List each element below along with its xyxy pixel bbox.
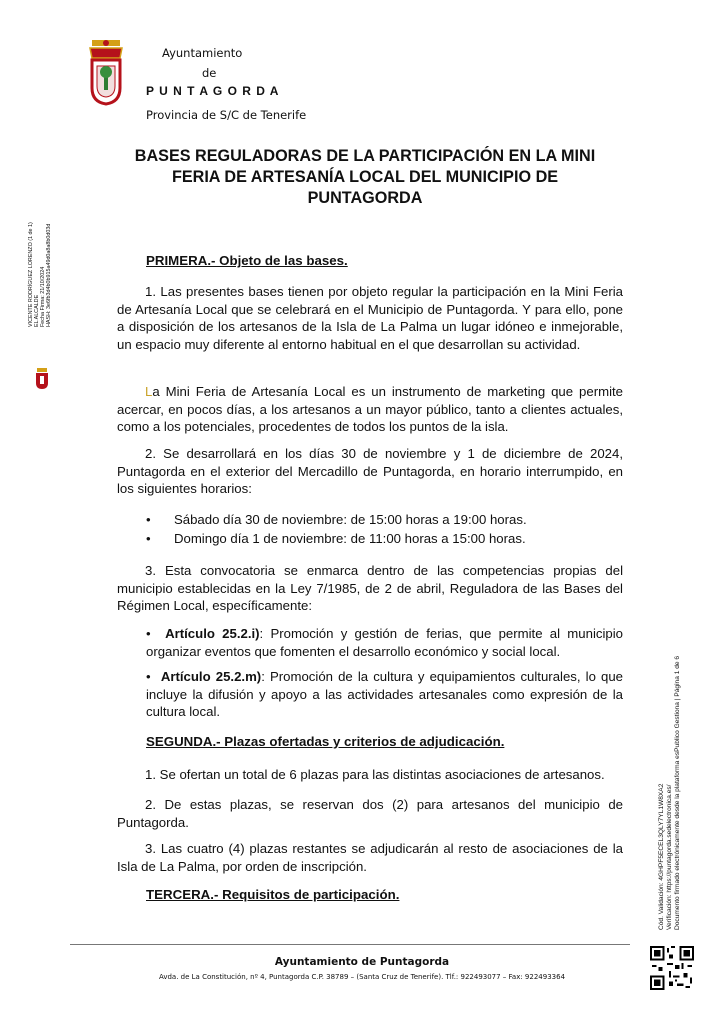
paragraph-marketing-text: a Mini Feria de Artesanía Local es un instrumento de marketing que permite acercar, en pocos días, a los artesanos a un mayor público, tanto a clientes actuales, como a los potenciales, procedentes de todos los puntos de la isla.: [117, 384, 623, 435]
title-line1: BASES REGULADORAS DE LA PARTICIPACIÓN EN LA MINI: [134, 147, 596, 165]
article-text: : Promoción y gestión de ferias, que permite al municipio organizar eventos que fomenten el desarrollo económico y social local.: [146, 626, 623, 659]
paragraph-plazas: 1. Se ofertan un total de 6 plazas para las distintas asociaciones de artesanos.: [145, 767, 605, 782]
title-line3: PUNTAGORDA: [307, 189, 423, 207]
validation-code: Cód. Validación: 4GHPF5ECEL3QLY7YL1W8XA2: [658, 783, 665, 930]
paragraph-ley: 3. Esta convocatoria se enmarca dentro de las competencias propias del municipio establecidas en la Ley 7/1985, de 2 de abril, Reguladora de las Bases del Régimen Local, específicamente:: [117, 563, 623, 614]
signer-name: VICENTE RODRÍGUEZ LORENZO (1 de 1): [28, 222, 34, 327]
paragraph-resto: 3. Las cuatro (4) plazas restantes se adjudicarán al resto de asociaciones de la Isla de La Palma, por orden de inscripción.: [117, 841, 623, 874]
bullet-saturday-text: Sábado día 30 de noviembre: de 15:00 horas a 19:00 horas.: [173, 512, 527, 527]
section-tercera-heading: TERCERA.- Requisitos de participación.: [146, 887, 400, 902]
article-label: Artículo 25.2.m): [160, 669, 262, 684]
footer-address: Avda. de La Constitución, nº 4, Puntagorda C.P. 38789 – (Santa Cruz de Tenerife). Tlf.: 922493077 – Fax: 922493364: [158, 973, 566, 981]
signature-hash: HASH: 3e6fb3d4b0b915a49d0a8a8b0d03d: [46, 223, 52, 327]
bullet-icon: •: [146, 626, 151, 641]
header-province: Provincia de S/C de Tenerife: [146, 108, 307, 122]
coat-of-arms-logo: [86, 38, 126, 106]
header-line1: Ayuntamiento: [162, 46, 243, 60]
verification-url: Verificación: https://puntagorda.sedelectronica.es/: [666, 784, 673, 930]
bullet-sunday: [146, 530, 526, 548]
paragraph-reserva: 2. De estas plazas, se reservan dos (2) para artesanos del municipio de Puntagorda.: [117, 797, 623, 830]
bullet-sunday-text: Domingo día 1 de noviembre: de 11:00 horas a 15:00 horas.: [173, 531, 526, 546]
qr-code-icon: [650, 946, 694, 990]
bullet-icon: •: [146, 531, 151, 546]
header-line2: de: [202, 66, 217, 80]
signature-side-text: [28, 215, 52, 327]
validation-side-text: [654, 630, 714, 930]
page-info: Documento firmado electrónicamente desde la plataforma esPublico Gestiona | Página 1 de 6: [674, 655, 681, 930]
signer-role: EL ALCALDE: [34, 294, 40, 327]
paragraph-marketing: [117, 383, 623, 436]
small-crest-icon: [34, 368, 50, 390]
title-line2: FERIA DE ARTESANÍA LOCAL DEL MUNICIPIO DE: [171, 168, 559, 186]
article-25-2-m: [146, 668, 623, 721]
article-text: : Promoción de la cultura y equipamientos culturales, lo que incluye la difusión y apoyo a las actividades artesanales como expresión de la cultura local.: [146, 669, 624, 720]
footer-divider: [70, 944, 630, 945]
bullet-saturday: [146, 511, 527, 529]
section-primera-heading: PRIMERA.- Objeto de las bases.: [146, 253, 348, 268]
bullet-icon: •: [146, 669, 151, 684]
drop-letter: L: [145, 384, 153, 399]
article-label: Artículo 25.2.i): [165, 626, 260, 641]
footer-title: Ayuntamiento de Puntagorda: [274, 956, 450, 968]
document-title: [110, 146, 620, 209]
header-municipality: P U N T A G O R D A: [146, 84, 280, 98]
section-segunda-heading: SEGUNDA.- Plazas ofertadas y criterios de adjudicación.: [146, 734, 505, 749]
paragraph-dates: 2. Se desarrollará en los días 30 de noviembre y 1 de diciembre de 2024, Puntagorda en el exterior del Mercadillo de Puntagorda, en horario interrumpido, en los siguientes horarios:: [117, 446, 623, 497]
bullet-icon: •: [146, 512, 151, 527]
article-25-2-i: [146, 625, 623, 660]
paragraph-objeto: 1. Las presentes bases tienen por objeto regular la participación en la Mini Feria de Artesanía Local que se celebrará en el Municipio de Puntagorda. Y para ello, pone a disposición de los artesanos de la Isla de La Palma un lugar idóneo e inmejorable, un espacio muy diferente al entorno habitual en el que desarrollan su actividad.: [117, 284, 623, 352]
signature-date: Fecha Firma: 21/10/2024: [40, 266, 46, 327]
